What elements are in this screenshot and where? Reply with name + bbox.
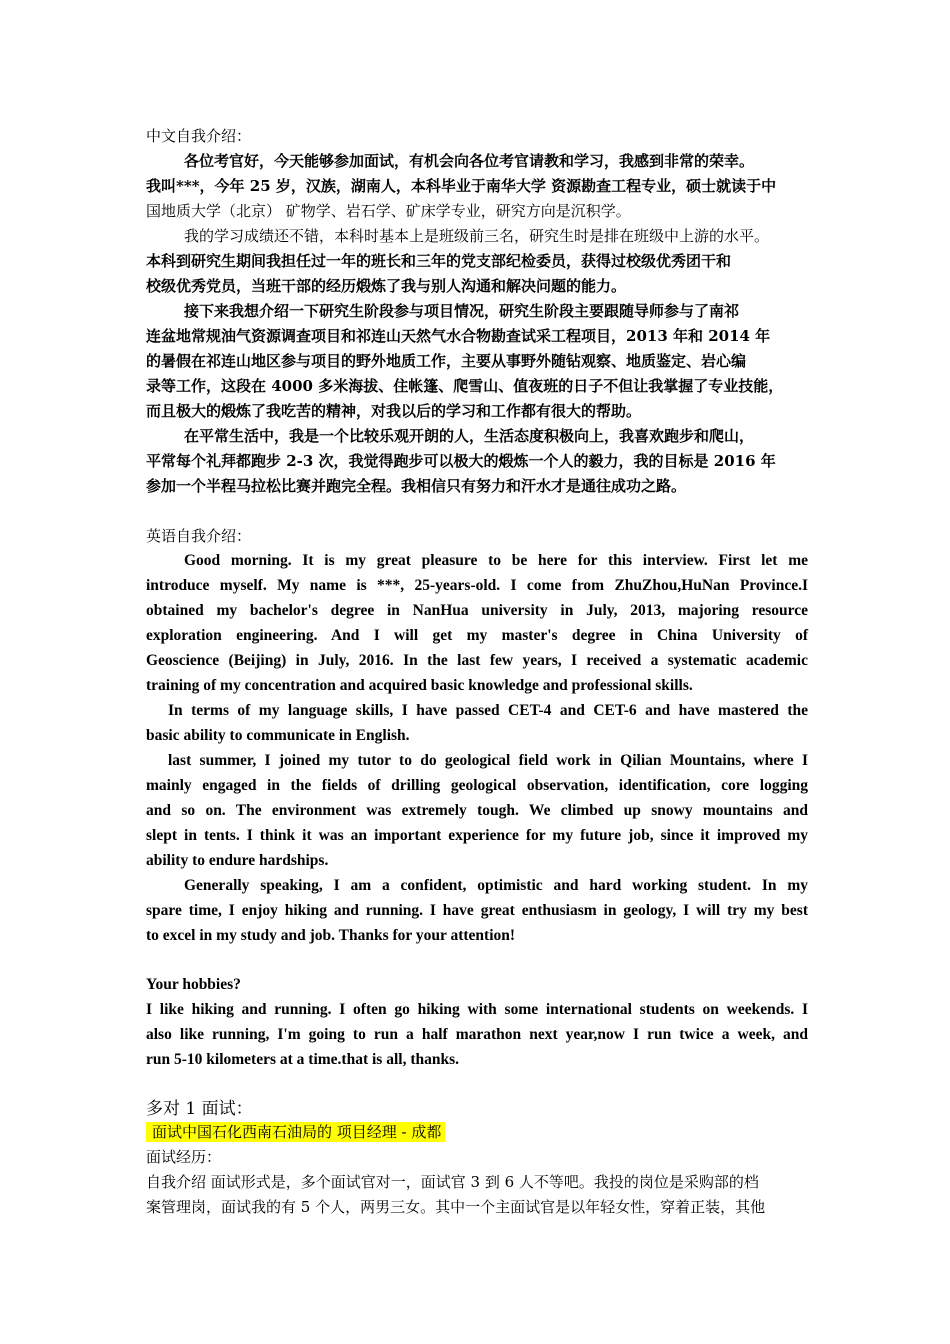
chinese-intro-line: 录等工作，这段在 4000 多米海拔、住帐篷、爬雪山、值夜班的日子不但让我掌握了专业技能， <box>146 377 784 395</box>
english-intro-line: spare time, I enjoy hiking and running. I have great enthusiasm in geology, I will try my best <box>146 902 808 919</box>
chinese-intro-heading: 中文自我介绍： <box>146 127 252 145</box>
chinese-intro-line: 连盆地常规油气资源调查项目和祁连山天然气水合物勘查试采工程项目，2013 年和 2014 年 <box>146 327 771 345</box>
english-intro-line: Generally speaking, I am a confident, optimistic and hard working student. In my <box>184 877 808 894</box>
chinese-intro-line: 校级优秀党员，当班干部的经历煅炼了我与别人沟通和解决问题的能力。 <box>146 277 627 295</box>
english-intro-line: ability to endure hardships. <box>146 852 329 869</box>
chinese-intro-line: 接下来我想介绍一下研究生阶段参与项目情况，研究生阶段主要跟随导师参与了南祁 <box>184 302 740 320</box>
english-intro-line: mainly engaged in the fields of drilling geological observation, identification, core logging <box>146 777 808 794</box>
chinese-intro-line: 国地质大学（北京） 矿物学、岩石学、矿床学专业，研究方向是沉积学。 <box>146 202 631 220</box>
chinese-intro-line: 的暑假在祁连山地区参与项目的野外地质工作，主要从事野外随钻观察、地质鉴定、岩心编 <box>146 352 747 370</box>
chinese-intro-line: 平常每个礼拜都跑步 2-3 次，我觉得跑步可以极大的煅炼一个人的毅力，我的目标是 2016 年 <box>146 452 776 470</box>
english-intro-line: basic ability to communicate in English. <box>146 727 410 744</box>
english-intro-line: last summer, I joined my tutor to do geological field work in Qilian Mountains, where I <box>168 752 808 769</box>
chinese-intro-line: 参加一个半程马拉松比赛并跑完全程。我相信只有努力和汗水才是通往成功之路。 <box>146 477 687 495</box>
chinese-intro-line: 我叫***，今年 25 岁，汉族，湖南人，本科毕业于南华大学 资源勘查工程专业，硕士就读于中 <box>146 177 777 195</box>
english-intro-line: introduce myself. My name is ***, 25-years-old. I come from ZhuZhou,HuNan Province.I <box>146 577 808 594</box>
english-intro-line: obtained my bachelor's degree in NanHua university in July, 2013, majoring resource <box>146 602 808 619</box>
hobbies-question: Your hobbies? <box>146 976 241 993</box>
chinese-intro-line: 在平常生活中，我是一个比较乐观开朗的人，生活态度积极向上，我喜欢跑步和爬山， <box>184 427 755 445</box>
interview-heading: 多对 1 面试： <box>146 1099 253 1119</box>
english-intro-heading: 英语自我介绍： <box>146 527 252 545</box>
english-intro-line: In terms of my language skills, I have passed CET-4 and CET-6 and have mastered the <box>168 702 808 719</box>
english-intro-line: to excel in my study and job. Thanks for your attention! <box>146 927 516 944</box>
hobbies-answer-line: I like hiking and running. I often go hiking with some international students on weekends. I <box>146 1001 808 1018</box>
english-intro-line: slept in tents. I think it was an important experience for my future job, since it improved my <box>146 827 808 844</box>
english-intro-line: exploration engineering. And I will get my master's degree in China University of <box>146 627 808 644</box>
hobbies-answer-line: also like running, I'm going to run a half marathon next year,now I run twice a week, and <box>146 1026 808 1043</box>
interview-experience-line: 案管理岗，面试我的有 5 个人，两男三女。其中一个主面试官是以年轻女性，穿着正装，其他 <box>146 1198 766 1216</box>
interview-position-highlight: 面试中国石化西南石油局的 项目经理 - 成都 <box>146 1122 445 1142</box>
interview-experience-line: 自我介绍 面试形式是，多个面试官对一，面试官 3 到 6 人不等吧。我投的岗位是采购部的档 <box>146 1173 759 1191</box>
english-intro-line: and so on. The environment was extremely tough. We climbed up snowy mountains and <box>146 802 808 819</box>
hobbies-answer-line: run 5-10 kilometers at a time.that is all, thanks. <box>146 1051 460 1068</box>
chinese-intro-line: 我的学习成绩还不错，本科时基本上是班级前三名，研究生时是排在班级中上游的水平。 <box>184 227 770 245</box>
chinese-intro-line: 而且极大的煅炼了我吃苦的精神，对我以后的学习和工作都有很大的帮助。 <box>146 402 642 420</box>
chinese-intro-line: 各位考官好，今天能够参加面试，有机会向各位考官请教和学习，我感到非常的荣幸。 <box>184 152 755 170</box>
chinese-intro-line: 本科到研究生期间我担任过一年的班长和三年的党支部纪检委员，获得过校级优秀团干和 <box>146 252 732 270</box>
interview-experience-label: 面试经历： <box>146 1148 222 1166</box>
english-intro-line: training of my concentration and acquired basic knowledge and professional skills. <box>146 677 693 694</box>
english-intro-line: Geoscience (Beijing) in July, 2016. In the last few years, I received a systematic academic <box>146 652 808 669</box>
english-intro-line: Good morning. It is my great pleasure to be here for this interview. First let me <box>184 552 808 569</box>
